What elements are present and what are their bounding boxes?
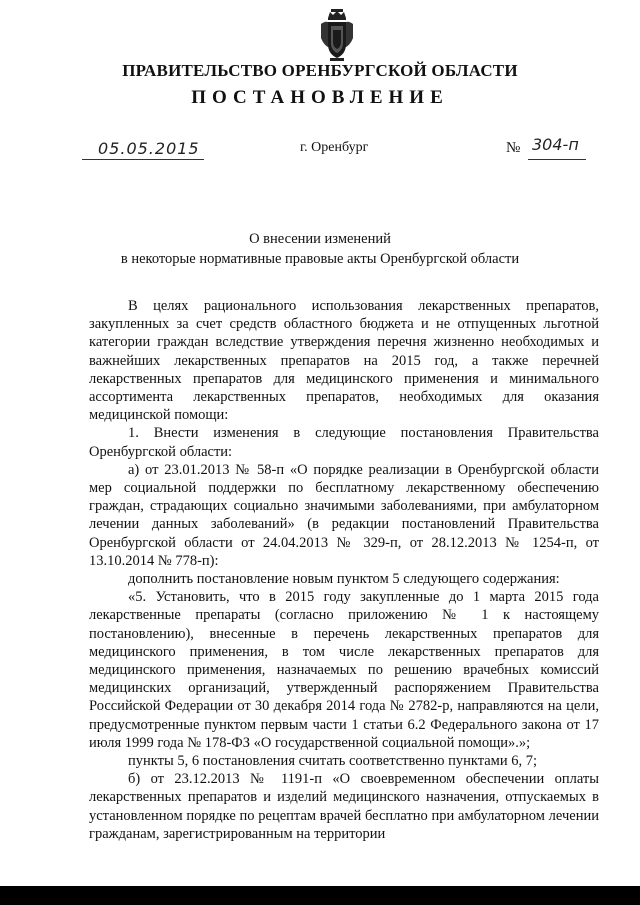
body-paragraph: б) от 23.12.2013 № 1191-п «О своевременном обеспечении оплаты лекарственных препаратов и изделий медицинского назначения, отпускаемых в установленном порядке по рецептам врачей бесплатно при амбулаторном лечении гражданам, зарегистрированным на территории (89, 771, 599, 842)
coat-of-arms-icon (318, 8, 356, 62)
document-type-heading: ПОСТАНОВЛЕНИЕ (191, 87, 449, 108)
document-body (89, 297, 599, 843)
number-sign: № (506, 140, 521, 156)
body-paragraph: «5. Установить, что в 2015 году закупленные до 1 марта 2015 года лекарственные препараты (согласно приложению № 1 к настоящему постановлению), внесенные в перечень лекарственных препаратов для медицинского применения, в том числе лекарственных препаратов для медицинского применения, назначаемых по решению врачебных комиссий медицинских организаций, утвержденный распоряжением Правительства Российской Федерации от 30 декабря 2014 года № 2782-р, направляются на цели, предусмотренные пунктом первым части 1 статьи 6.2 Федерального закона от 17 июля 1999 года № 178-ФЗ «О государственной социальной помощи».»; (89, 589, 599, 751)
body-paragraph: пункты 5, 6 постановления считать соответственно пунктами 6, 7; (128, 753, 538, 770)
number-underline (528, 159, 586, 160)
subject-line-1: О внесении изменений (249, 231, 391, 247)
body-paragraph: 1. Внести изменения в следующие постановления Правительства Оренбургской области: (89, 425, 599, 460)
organization-title: ПРАВИТЕЛЬСТВО ОРЕНБУРГСКОЙ ОБЛАСТИ (122, 61, 518, 80)
date-underline (82, 159, 204, 160)
document-meta-row (0, 137, 640, 167)
body-paragraph: а) от 23.01.2013 № 58-п «О порядке реализации в Оренбургской области мер социальной поддержки по бесплатному лекарственному обеспечению граждан, страдающих социально значимыми заболеваниями, при амбулаторном лечении данных заболеваний» (в редакции постановлений Правительства Оренбургской области от 24.04.2013 № 329-п, от 28.12.2013 № 1254-п, от 13.10.2014 № 778-п): (89, 461, 599, 569)
body-paragraph: дополнить постановление новым пунктом 5 следующего содержания: (128, 571, 560, 588)
scan-bottom-edge (0, 886, 640, 905)
document-subject (0, 229, 640, 269)
document-city: г. Оренбург (300, 140, 369, 155)
document-number: 304-п (532, 135, 579, 154)
document-date: 05.05.2015 (98, 139, 200, 158)
body-paragraph: В целях рационального использования лекарственных препаратов, закупленных за счет средств областного бюджета и не отпущенных льготной категории граждан вследствие утверждения перечня жизненно необходимых и важнейших лекарственных препаратов на 2015 год, а также перечней лекарственных препаратов для медицинского применения и минимального ассортимента лекарственных препаратов, необходимых для оказания медицинской помощи: (89, 298, 599, 424)
subject-line-2: в некоторые нормативные правовые акты Оренбургской области (120, 251, 520, 267)
